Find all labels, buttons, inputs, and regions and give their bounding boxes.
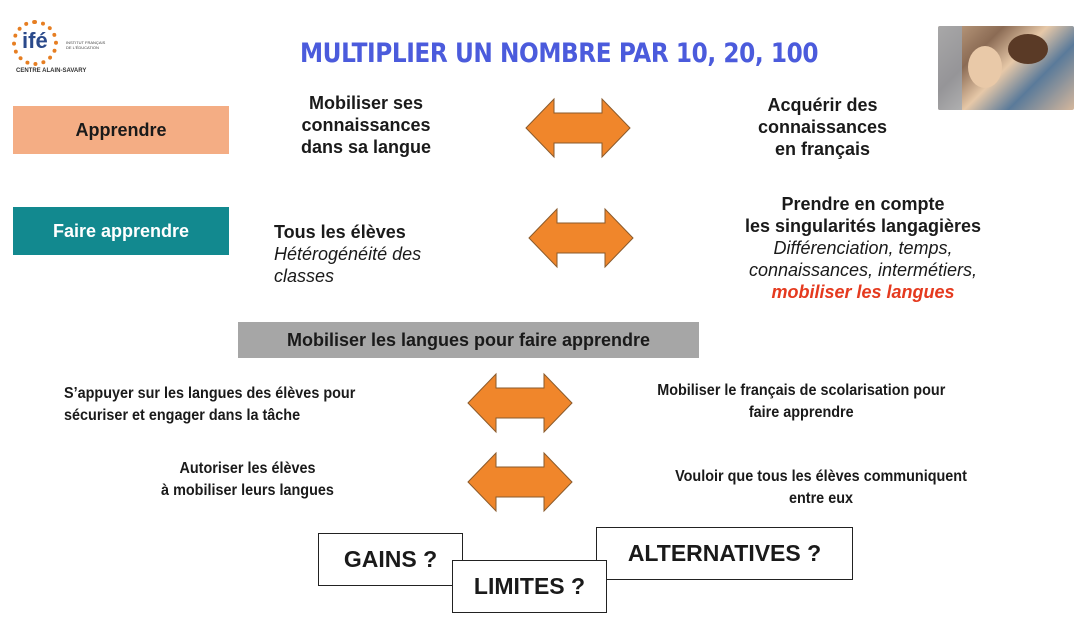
alternatives-box: ALTERNATIVES ?	[596, 527, 853, 580]
row1-right-line: en français	[774, 139, 871, 159]
row1-left-line: dans sa langue	[300, 137, 432, 157]
row1-right-line: connaissances	[757, 117, 888, 137]
section-banner: Mobiliser les langues pour faire apprendre	[238, 322, 699, 358]
row1-left-line: Mobiliser ses	[308, 93, 424, 113]
row2-right-highlight: mobiliser les langues	[771, 282, 955, 302]
row1-left-line: connaissances	[301, 115, 431, 135]
logo-brand: ifé	[22, 28, 48, 53]
row1-right-line: Acquérir des	[767, 95, 878, 115]
pair2-left-line: Autoriser les élèves	[179, 460, 316, 477]
row2-left-text	[274, 221, 474, 287]
logo-centre: CENTRE ALAIN-SAVARY	[16, 68, 87, 74]
double-arrow-icon	[527, 207, 635, 269]
pair1-right-text	[628, 380, 975, 424]
limites-box: LIMITES ?	[452, 560, 607, 613]
row2-left-italic: classes	[274, 266, 335, 286]
pair1-left-line: sécuriser et engager dans la tâche	[64, 407, 301, 424]
double-arrow-icon	[466, 372, 574, 434]
pair1-left-line: S’appuyer sur les langues des élèves pour	[64, 385, 356, 402]
pair1-left-text	[64, 383, 424, 427]
double-arrow-icon	[466, 451, 574, 513]
pair1-right-line: Mobiliser le français de scolarisation pour	[657, 382, 946, 399]
ife-logo	[10, 18, 120, 78]
row2-left-bold: Tous les élèves	[274, 222, 406, 242]
pair2-left-line: à mobiliser leurs langues	[161, 482, 334, 499]
faire-apprendre-label: Faire apprendre	[13, 207, 229, 255]
row2-right-italic: Différenciation, temps,	[773, 238, 953, 258]
pair1-right-line: faire apprendre	[748, 404, 854, 421]
row2-left-italic: Hétérogénéité des	[274, 244, 422, 264]
logo-institute: INSTITUT FRANÇAIS DE L'ÉDUCATION	[66, 40, 106, 50]
row2-right-bold: Prendre en compte	[781, 194, 945, 214]
pair2-right-line: entre eux	[788, 490, 854, 507]
pair2-right-line: Vouloir que tous les élèves communiquent	[675, 468, 967, 485]
page-title: MULTIPLIER UN NOMBRE PAR 10, 20, 100	[300, 38, 819, 69]
double-arrow-icon	[524, 97, 632, 159]
row2-right-italic: connaissances, intermétiers,	[748, 260, 978, 280]
row1-left-text	[282, 92, 450, 158]
row2-right-bold: les singularités langagières	[744, 216, 982, 236]
gains-box: GAINS ?	[318, 533, 463, 586]
row2-right-text	[700, 193, 1026, 303]
pair2-right-text	[641, 466, 1001, 510]
pair2-left-text	[135, 458, 360, 502]
row1-right-text	[735, 94, 910, 160]
classroom-photo	[938, 26, 1074, 110]
apprendre-label: Apprendre	[13, 106, 229, 154]
